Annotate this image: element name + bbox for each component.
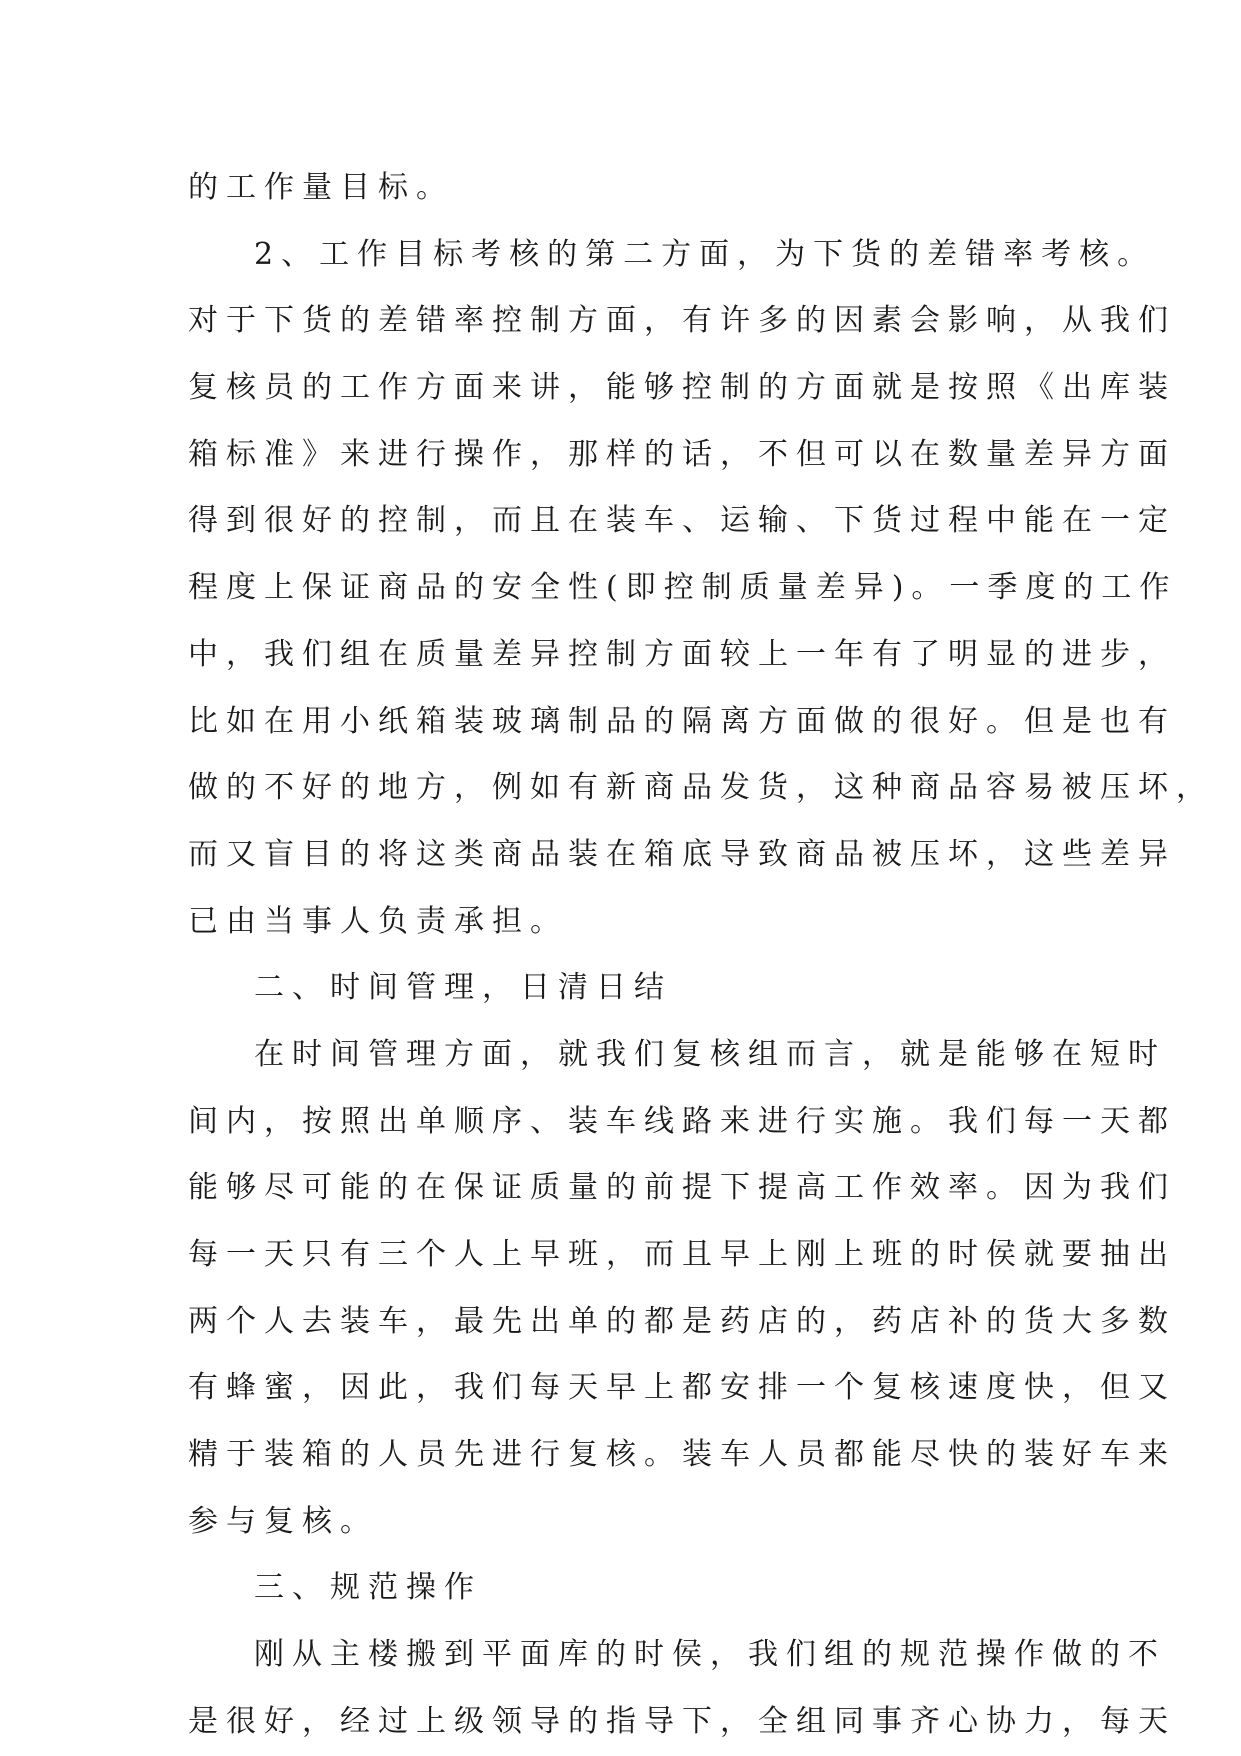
document-body xyxy=(188,155,1214,1756)
text-line: 刚从主楼搬到平面库的时侯，我们组的规范操作做的不 xyxy=(254,1637,1166,1673)
text-line: 比如在用小纸箱装玻璃制品的隔离方面做的很好。但是也有 xyxy=(188,703,1176,739)
text-line: 两个人去装车，最先出单的都是药店的，药店补的货大多数 xyxy=(188,1303,1176,1339)
section-heading: 三、规范操作 xyxy=(254,1570,482,1606)
text-line: 得到很好的控制，而且在装车、运输、下货过程中能在一定 xyxy=(188,503,1176,539)
text-line: 做的不好的地方，例如有新商品发货，这种商品容易被压坏， xyxy=(188,770,1214,806)
text-line: 程度上保证商品的安全性(即控制质量差异)。一季度的工作 xyxy=(188,570,1178,606)
text-line: 的工作量目标。 xyxy=(188,170,454,205)
text-line: 复核员的工作方面来讲，能够控制的方面就是按照《出库装 xyxy=(188,370,1176,406)
text-line: 在时间管理方面，就我们复核组而言，就是能够在短时 xyxy=(254,1036,1166,1072)
text-line: 而又盲目的将这类商品装在箱底导致商品被压坏，这些差异 xyxy=(188,836,1176,872)
text-line: 能够尽可能的在保证质量的前提下提高工作效率。因为我们 xyxy=(188,1170,1176,1206)
text-line: 是很好，经过上级领导的指导下，全组同事齐心协力，每天 xyxy=(188,1703,1176,1739)
text-line: 2、工作目标考核的第二方面，为下货的差错率考核。 xyxy=(254,236,1156,272)
section-heading: 二、时间管理，日清日结 xyxy=(254,970,672,1006)
text-line: 间内，按照出单顺序、装车线路来进行实施。我们每一天都 xyxy=(188,1103,1176,1139)
text-line: 有蜂蜜，因此，我们每天早上都安排一个复核速度快，但又 xyxy=(188,1370,1176,1406)
text-line: 中，我们组在质量差异控制方面较上一年有了明显的进步， xyxy=(188,636,1176,672)
text-line: 对于下货的差错率控制方面，有许多的因素会影响，从我们 xyxy=(188,303,1176,339)
text-line: 每一天只有三个人上早班，而且早上刚上班的时侯就要抽出 xyxy=(188,1237,1176,1272)
text-line: 已由当事人负责承担。 xyxy=(188,903,568,939)
text-line: 参与复核。 xyxy=(188,1503,378,1539)
text-line: 箱标准》来进行操作，那样的话，不但可以在数量差异方面 xyxy=(188,436,1176,472)
text-line: 精于装箱的人员先进行复核。装车人员都能尽快的装好车来 xyxy=(188,1437,1176,1473)
